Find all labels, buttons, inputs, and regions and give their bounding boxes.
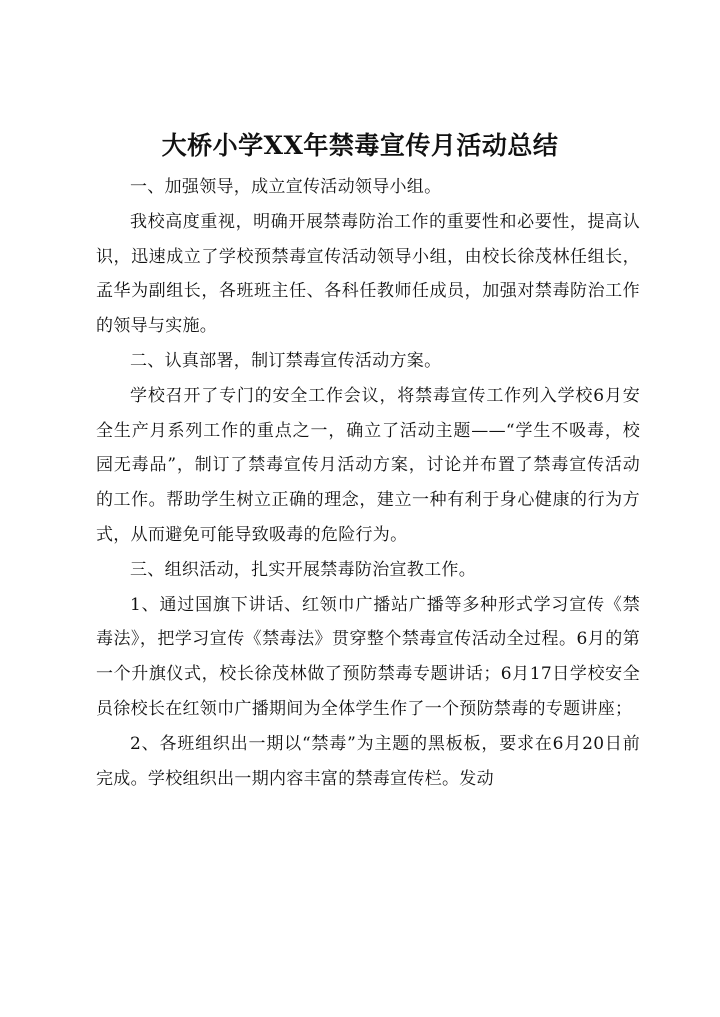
section-heading-1: 一、加强领导，成立宣传活动领导小组。 <box>130 177 442 197</box>
paragraph-plan: 学校召开了专门的安全工作会议，将禁毒宣传工作列入学校6月安全生产月系列工作的重点之一，确立了活动主题——“学生不吸毒，校园无毒品”，制订了禁毒宣传月活动方案，讨论并布置了禁毒宣传活动的工作。帮助学生树立正确的理念，建立一种有利于身心健康的行为方式，从而避免可能导致吸毒的危险行为。 <box>96 385 640 545</box>
paragraph-item-2: 2、各班组织出一期以“禁毒”为主题的黑板板，要求在6月20日前完成。学校组织出一期内容丰富的禁毒宣传栏。发动 <box>96 733 640 789</box>
document-title: 大桥小学XX年禁毒宣传月活动总结 <box>161 131 559 160</box>
section-heading-3: 三、组织活动，扎实开展禁毒防治宣教工作。 <box>130 559 476 580</box>
section-heading-2: 二、认真部署，制订禁毒宣传活动方案。 <box>130 350 442 371</box>
paragraph-item-1: 1、通过国旗下讲话、红领巾广播站广播等多种形式学习宣传《禁毒法》，把学习宣传《禁毒法》贯穿整个禁毒宣传活动全过程。6月的第一个升旗仪式，校长徐茂林做了预防禁毒专题讲话；6月17日学校安全员徐校长在红领巾广播期间为全体学生作了一个预防禁毒的专题讲座； <box>96 594 640 719</box>
document-body <box>96 170 640 796</box>
paragraph-leadership: 我校高度重视，明确开展禁毒防治工作的重要性和必要性，提高认识，迅速成立了学校预禁毒宣传活动领导小组，由校长徐茂林任组长，孟华为副组长，各班班主任、各科任教师任成员，加强对禁毒防治工作的领导与实施。 <box>96 211 640 337</box>
